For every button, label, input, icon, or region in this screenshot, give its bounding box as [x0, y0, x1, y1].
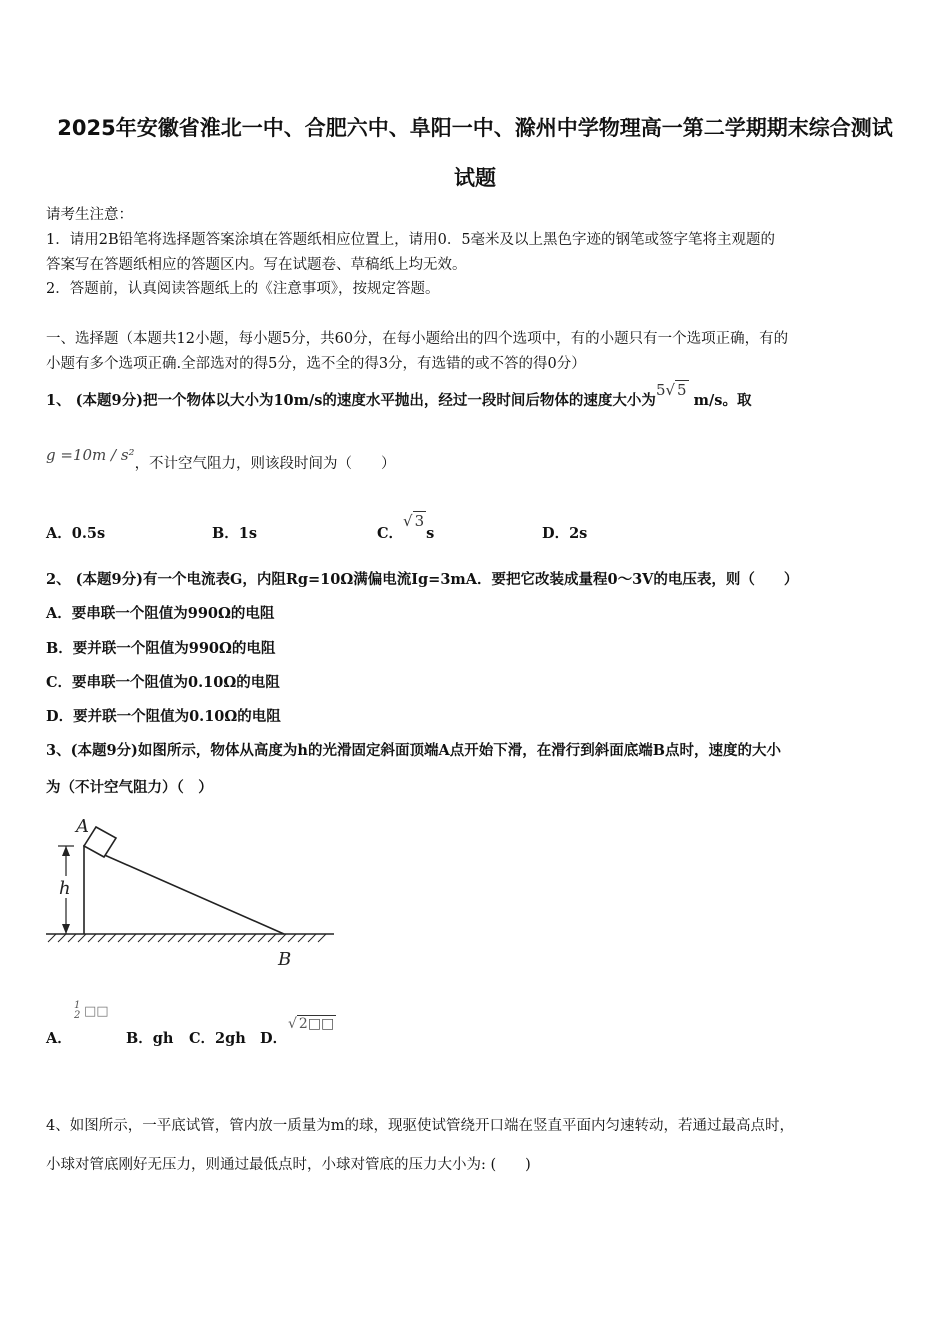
- section-instructions-1: 一、选择题（本题共12小题，每小题5分，共60分，在每小题给出的四个选项中，有的小题只有一个选项正确，有的: [46, 331, 789, 347]
- q3-option-c[interactable]: C．2gh: [189, 1030, 246, 1047]
- q1-option-d[interactable]: D．2s: [542, 525, 588, 542]
- q2-option-c[interactable]: C．要串联一个阻值为0.10Ω的电阻: [46, 674, 280, 691]
- notice-item-1b: 答案写在答题纸相应的答题区内。写在试题卷、草稿纸上均无效。: [46, 257, 467, 273]
- q3-option-a-fraction: [74, 1001, 80, 1021]
- section-instructions-2: 小题有多个选项正确.全部选对的得5分，选不全的得3分，有选错的或不答的得0分）: [46, 356, 586, 372]
- q1-option-c-unit: s: [426, 525, 435, 542]
- q1-stem-line2: [46, 446, 396, 473]
- q1-option-b[interactable]: B．1s: [212, 525, 258, 542]
- q2-option-d[interactable]: D．要并联一个阻值为0.10Ω的电阻: [46, 708, 281, 725]
- label-b: B: [278, 949, 292, 970]
- label-h: h: [59, 878, 71, 899]
- ground-hatching: [48, 934, 326, 942]
- q1-stem-line1: [46, 381, 752, 410]
- q1-speed-formula: 5√ 5: [655, 381, 687, 399]
- q1-option-c[interactable]: [377, 512, 435, 543]
- notice-item-1a: 1．请用2B铅笔将选择题答案涂填在答题纸相应位置上，请用0．5毫米及以上黑色字迹的钢笔或签字笔将主观题的: [46, 232, 776, 248]
- q3-stem-line2: 为（不计空气阻力）（ ）: [46, 779, 213, 796]
- q4-stem-line1: 4、如图所示，一平底试管，管内放一质量为m的球，现驱使试管绕开口端在竖直平面内匀速转动，若通过最高点时，: [46, 1118, 794, 1134]
- q3-option-d-sqrt: √ 2□□: [288, 1016, 335, 1032]
- notice-item-2: 2．答题前，认真阅读答题纸上的《注意事项》，按规定答题。: [46, 281, 440, 297]
- q3-option-d-label: D．: [260, 1030, 288, 1047]
- q1-option-a[interactable]: A．0.5s: [46, 525, 106, 542]
- q2-option-b[interactable]: B．要并联一个阻值为990Ω的电阻: [46, 640, 276, 657]
- q3-option-a[interactable]: [46, 1027, 72, 1048]
- incline-triangle: [84, 846, 284, 934]
- q1-speed-radicand: 5: [677, 381, 687, 399]
- q1-option-c-sqrt: √ 3: [403, 512, 425, 530]
- q1-text-a: 1、 (本题9分)把一个物体以大小为10m/s的速度水平抛出，经过一段时间后物体的速度大小为: [46, 392, 656, 409]
- label-a: A: [76, 816, 89, 837]
- q1-g-formula: g =10m / s²: [46, 446, 135, 464]
- q1-text-c: ，不计空气阻力，则该段时间为（ ）: [134, 456, 396, 472]
- q1-option-c-label: C．: [377, 525, 404, 542]
- q3-option-a-denominator: 2: [74, 1010, 81, 1021]
- q3-option-a-tail: □□: [84, 1004, 109, 1019]
- incline-figure: [44, 812, 344, 972]
- q4-stem-line2: 小球对管底刚好无压力，则通过最低点时，小球对管底的压力大小为: ( ): [46, 1157, 531, 1173]
- q3-option-b[interactable]: B．gh: [126, 1030, 174, 1047]
- q1-option-c-radicand: 3: [414, 512, 425, 530]
- q3-option-d-radicand: 2□□: [298, 1016, 335, 1032]
- q2-option-a[interactable]: A．要串联一个阻值为990Ω的电阻: [46, 605, 275, 622]
- q1-text-b: m/s。取: [688, 392, 752, 409]
- q1-speed-coef: 5: [655, 381, 666, 399]
- q3-option-d[interactable]: [260, 1027, 287, 1048]
- document-title-line2: 试题: [454, 166, 496, 190]
- document-title-line1: 2025年安徽省淮北一中、合肥六中、阜阳一中、滁州中学物理高一第二学期期末综合测试: [57, 116, 893, 140]
- q3-option-a-label: A．: [46, 1030, 72, 1047]
- q3-option-a-numerator: 1: [74, 1000, 81, 1011]
- notice-heading: 请考生注意：: [46, 207, 133, 223]
- q3-stem-line1: 3、(本题9分)如图所示，物体从高度为h的光滑固定斜面顶端A点开始下滑，在滑行到斜面底端B点时，速度的大小: [46, 742, 781, 759]
- q2-stem: 2、 (本题9分)有一个电流表G，内阻Rg=10Ω满偏电流Ig=3mA．要把它改装成量程0～3V的电压表，则（ ）: [46, 571, 799, 588]
